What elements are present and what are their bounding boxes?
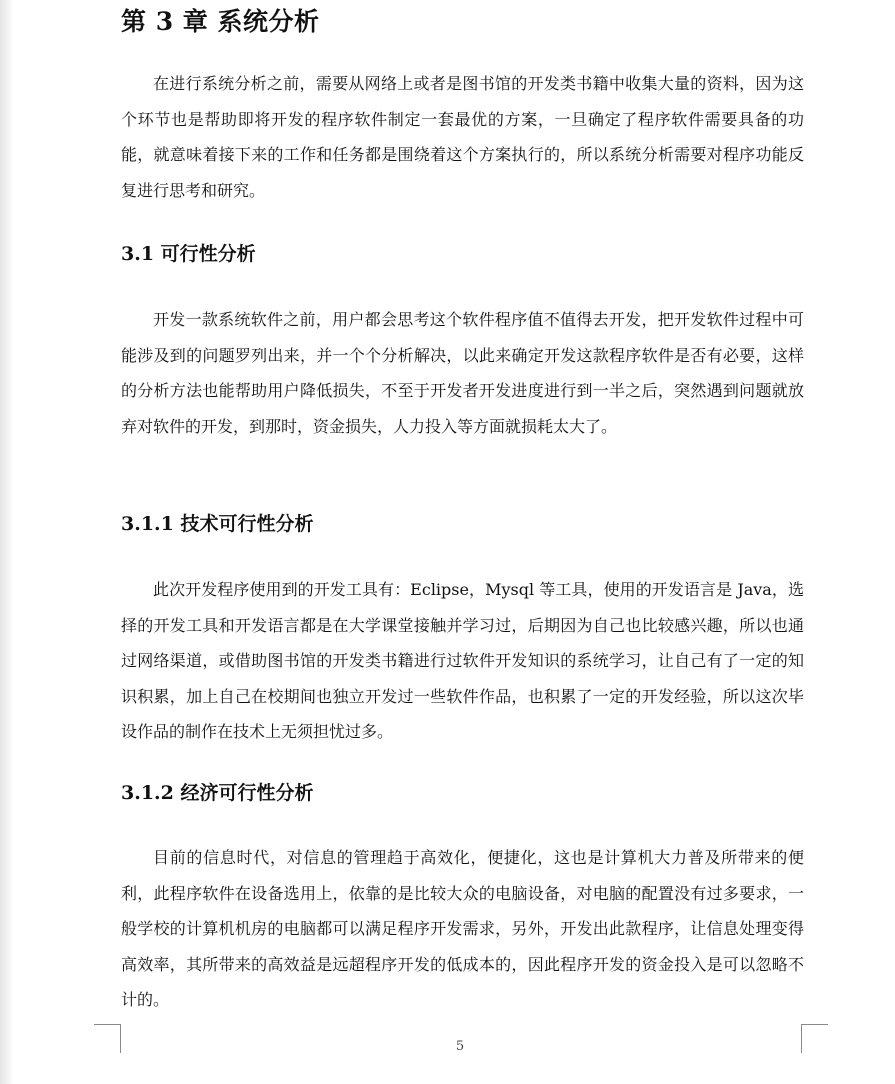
section-heading-3-1: 3.1 可行性分析 [121, 243, 256, 265]
feasibility-paragraph: 开发一款系统软件之前，用户都会思考这个软件程序值不值得去开发，把开发软件过程中可能涉及到的问题罗列出来，并一个个分析解决，以此来确定开发这款程序软件是否有必要，这样的分析方法也能帮助用户降低损失，不至于开发者开发进度进行到一半之后，突然遇到问题就放弃对软件的开发，到那时，资金损失，人力投入等方面就损耗太大了。 [121, 310, 804, 436]
section-heading-3-1-1: 3.1.1 技术可行性分析 [121, 513, 314, 535]
section-heading-3-1-2: 3.1.2 经济可行性分析 [121, 782, 314, 804]
intro-paragraph: 在进行系统分析之前，需要从网络上或者是图书馆的开发类书籍中收集大量的资料，因为这个环节也是帮助即将开发的程序软件制定一套最优的方案，一旦确定了程序软件需要具备的功能，就意味着接下来的工作和任务都是围绕着这个方案执行的，所以系统分析需要对程序功能反复进行思考和研究。 [121, 74, 804, 200]
page-number: 5 [455, 1039, 465, 1054]
chapter-title: 第 3 章 系统分析 [121, 7, 320, 36]
economic-paragraph: 目前的信息时代，对信息的管理趋于高效化，便捷化，这也是计算机大力普及所带来的便利，此程序软件在设备选用上，依靠的是比较大众的电脑设备，对电脑的配置没有过多要求，一般学校的计算机机房的电脑都可以满足程序开发需求，另外，开发出此款程序，让信息处理变得高效率，其所带来的高效益是远超程序开发的低成本的，因此程序开发的资金投入是可以忽略不计的。 [121, 848, 804, 1009]
margin-corner-right [801, 1024, 828, 1053]
margin-corner-left [94, 1024, 121, 1053]
technical-paragraph: 此次开发程序使用到的开发工具有：Eclipse，Mysql 等工具，使用的开发语言是 Java，选择的开发工具和开发语言都是在大学课堂接触并学习过，后期因为自己也比较感兴趣，所以也通过网络渠道，或借助图书馆的开发类书籍进行过软件开发知识的系统学习，让自己有了一定的知识积累，加上自己在校期间也独立开发过一些软件作品，也积累了一定的开发经验，所以这次毕设作品的制作在技术上无须担忧过多。 [121, 580, 804, 741]
